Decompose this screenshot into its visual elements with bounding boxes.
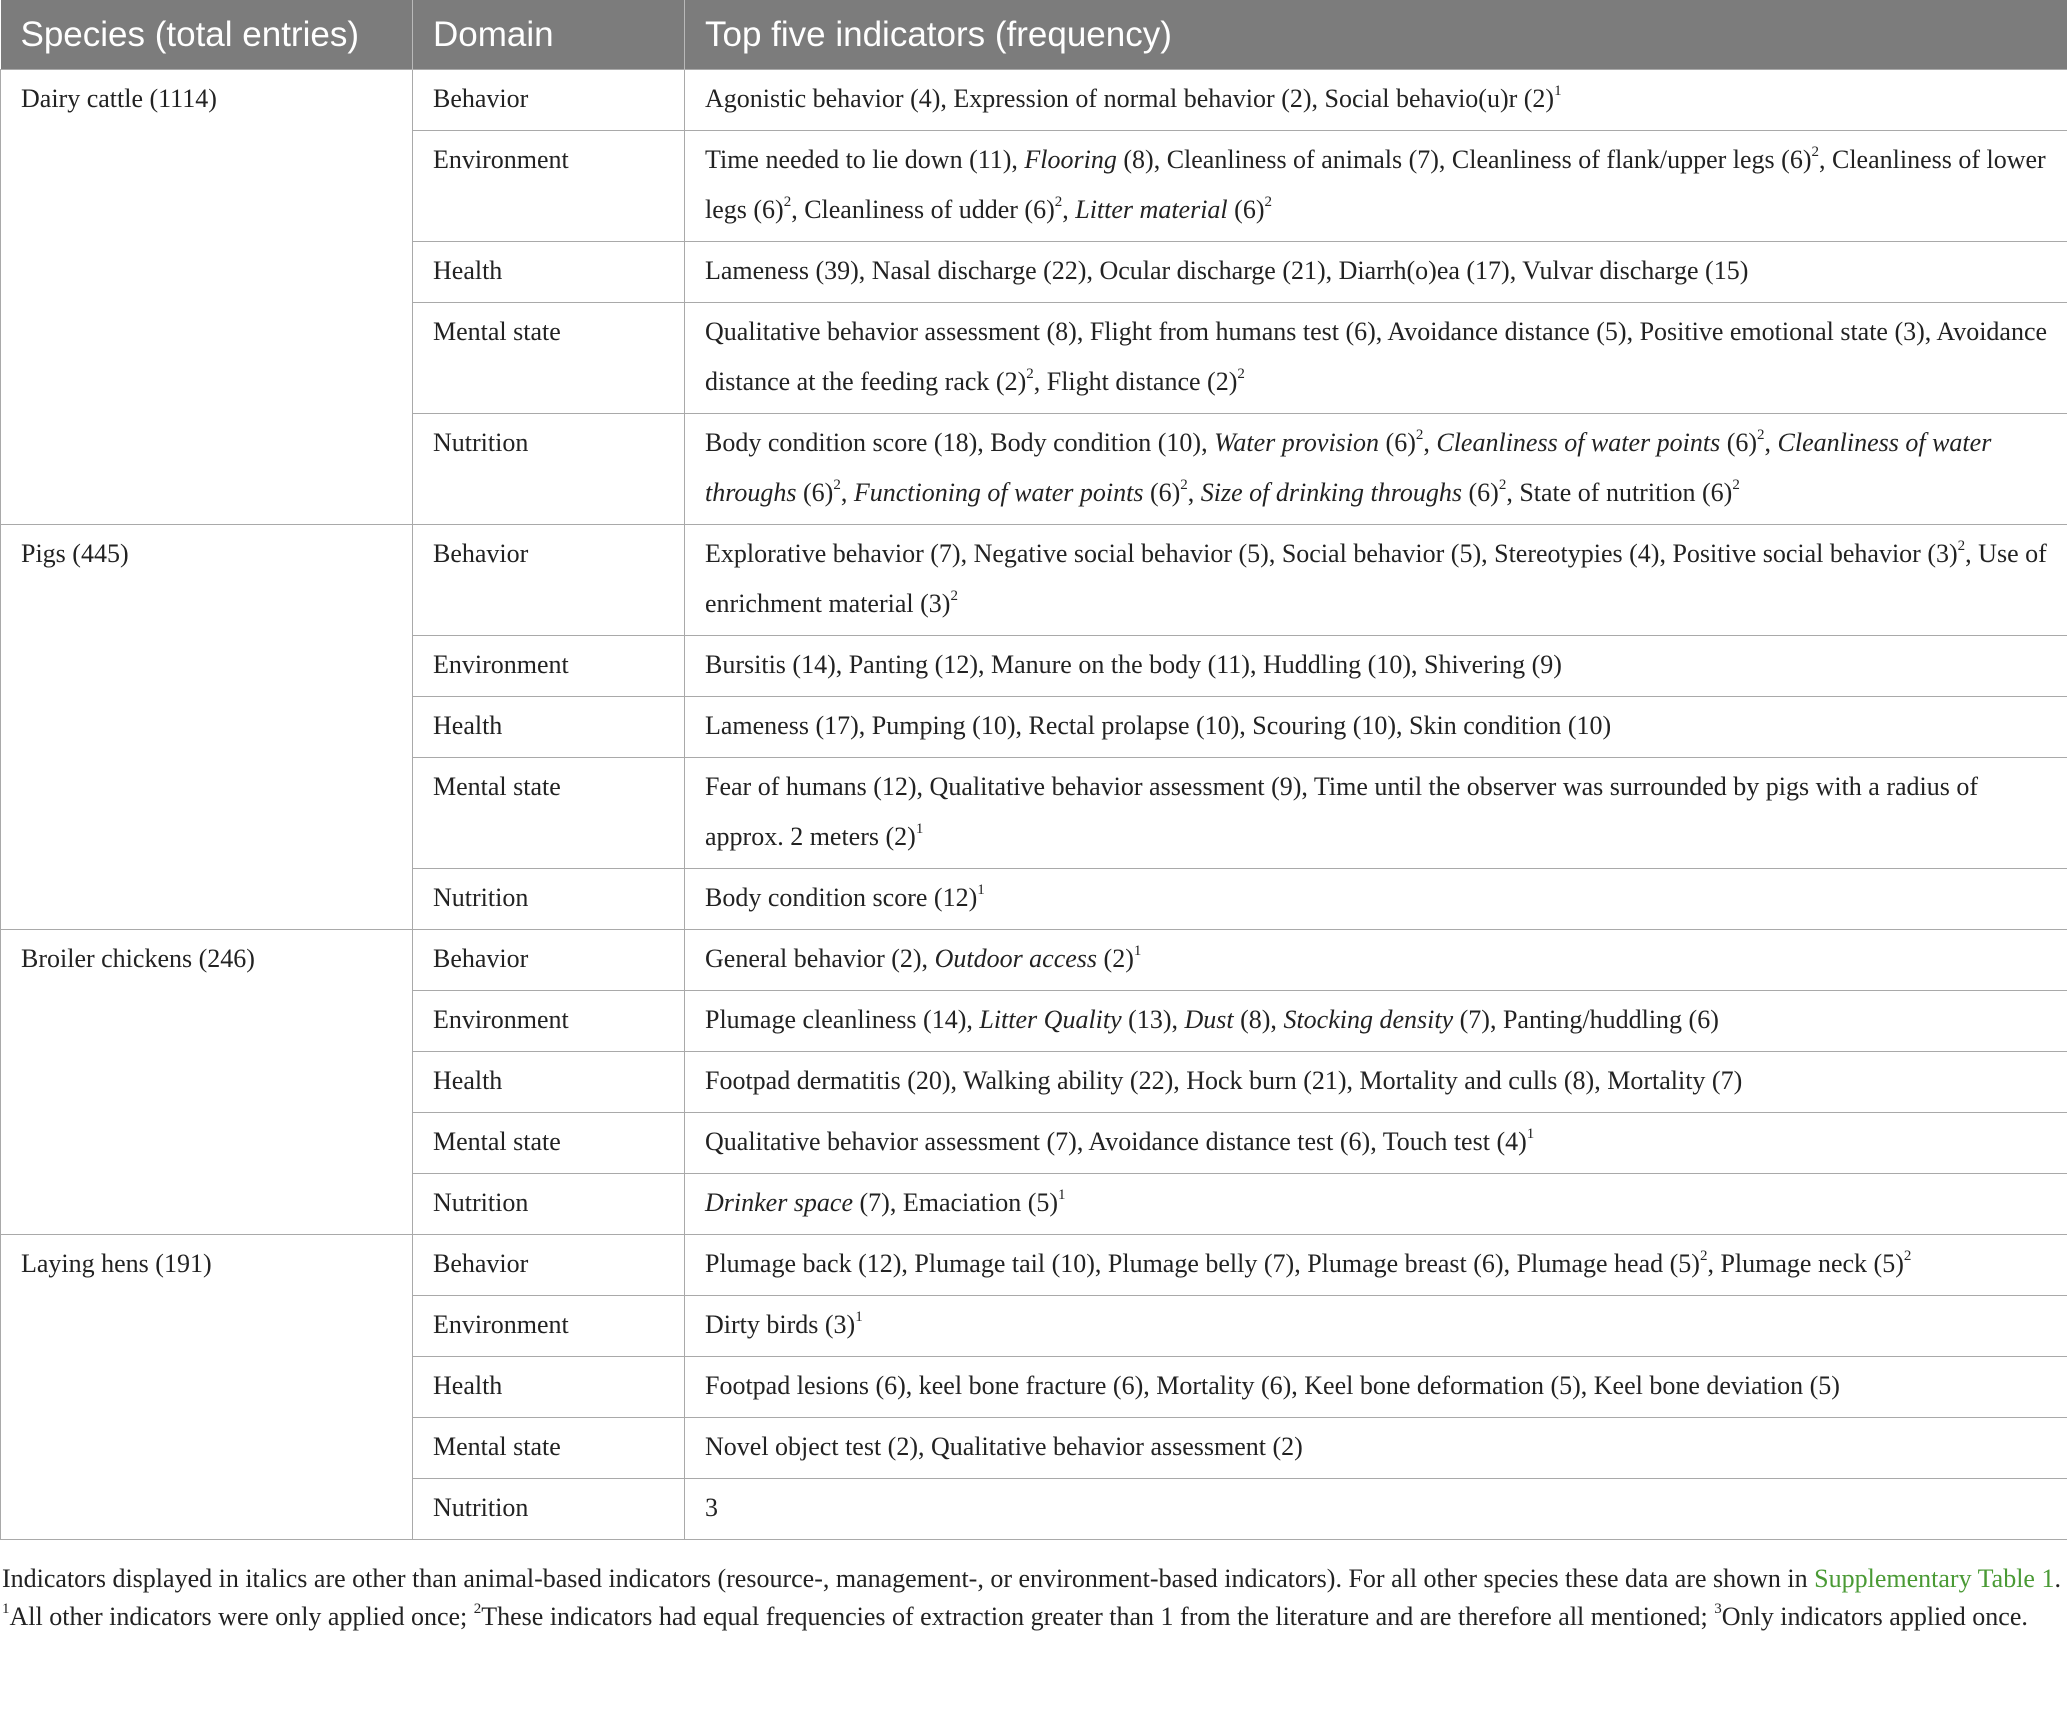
indicator-text: (2) <box>1097 944 1134 973</box>
table-row <box>1 1235 2067 1296</box>
table-row <box>1 525 2067 636</box>
header-domain: Domain <box>413 0 685 70</box>
italic-indicator: Litter Quality <box>979 1005 1122 1034</box>
indicator-text: Agonistic behavior (4), Expression of normal behavior (2), Social behavio(u)r (2) <box>705 84 1555 113</box>
indicator-text: Plumage cleanliness (14), <box>705 1005 980 1034</box>
indicators-cell <box>685 1235 2067 1296</box>
indicator-text: , <box>1423 428 1437 457</box>
footnote-marker: 2 <box>1732 477 1740 494</box>
indicators-cell <box>685 1174 2067 1235</box>
indicator-text: Lameness (17), Pumping (10), Rectal prolapse (10), Scouring (10), Skin condition (10) <box>705 711 1612 740</box>
footnote-marker: 2 <box>1026 366 1034 383</box>
footnote-marker: 2 <box>1757 427 1765 444</box>
domain-cell: Health <box>413 242 685 303</box>
footnote-marker: 2 <box>950 588 958 605</box>
footnote-italics-note: Indicators displayed in italics are other than animal-based indicators (resource-, management-, or environment-based indicators). For all other species these data are shown in Supplementary Table 1. <box>2 1564 2061 1593</box>
indicators-cell <box>685 758 2067 869</box>
footnote-definitions: $^1$All other indicators were only applied once; $^2$These indicators had equal frequencies of extraction greater than 1 from the literature and are therefore all mentioned; $^3$Only indicators applied once. <box>2 1601 2028 1631</box>
indicator-text: (6) <box>1461 478 1499 507</box>
indicator-text: (6) <box>796 478 834 507</box>
domain-cell: Nutrition <box>413 869 685 930</box>
indicator-text: , <box>1062 195 1076 224</box>
indicator-text: (8), Cleanliness of animals (7), Cleanliness of flank/upper legs (6) <box>1116 145 1812 174</box>
domain-cell: Mental state <box>413 758 685 869</box>
indicator-text: (7), Panting/huddling (6) <box>1453 1005 1719 1034</box>
indicators-cell <box>685 636 2067 697</box>
domain-cell: Behavior <box>413 70 685 131</box>
indicator-text: Lameness (39), Nasal discharge (22), Ocular discharge (21), Diarrh(o)ea (17), Vulvar discharge (15) <box>705 256 1749 285</box>
footnote-marker: 1 <box>1058 1187 1066 1204</box>
indicators-cell <box>685 414 2067 525</box>
indicators-cell <box>685 697 2067 758</box>
italic-indicator: Outdoor access <box>934 944 1098 973</box>
indicator-text: (6) <box>1720 428 1758 457</box>
domain-cell: Mental state <box>413 303 685 414</box>
indicators-cell <box>685 991 2067 1052</box>
footnote-marker: 2 <box>1699 1248 1708 1265</box>
species-cell: Pigs (445) <box>1 525 413 930</box>
indicator-text: (6) <box>1227 195 1265 224</box>
italic-indicator: Functioning of water points <box>853 478 1144 507</box>
indicators-cell <box>685 70 2067 131</box>
domain-cell: Nutrition <box>413 414 685 525</box>
indicator-text: Time needed to lie down (11), <box>705 145 1025 174</box>
header-row <box>1 0 2067 70</box>
footnote-marker: 1 <box>1133 943 1142 960</box>
indicator-text: Qualitative behavior assessment (8), Flight from humans test (6), Avoidance distance (5), Positive emotional state (3), Avoidance distance at the feeding rack (2) <box>705 317 2048 396</box>
indicator-text: (8), <box>1233 1005 1284 1034</box>
indicator-text: Footpad lesions (6), keel bone fracture (6), Mortality (6), Keel bone deformation (5), Keel bone deviation (5) <box>705 1371 1840 1400</box>
footnote-marker: 2 <box>1264 194 1272 211</box>
domain-cell: Behavior <box>413 525 685 636</box>
footnote-marker: 1 <box>1554 83 1562 100</box>
indicator-text: Dirty birds (3) <box>705 1310 856 1339</box>
header-species: Species (total entries) <box>1 0 413 70</box>
indicators-cell <box>685 1296 2067 1357</box>
species-cell: Laying hens (191) <box>1 1235 413 1540</box>
indicator-text: , Plumage neck (5) <box>1707 1249 1904 1278</box>
italic-indicator: Cleanliness of water points <box>1436 428 1721 457</box>
indicators-cell <box>685 242 2067 303</box>
indicator-text: , Cleanliness of lower legs (6) <box>705 145 2046 224</box>
domain-cell: Nutrition <box>413 1479 685 1540</box>
domain-cell: Health <box>413 1052 685 1113</box>
indicator-text: Plumage back (12), Plumage tail (10), Plumage belly (7), Plumage breast (6), Plumage head (5) <box>705 1249 1700 1278</box>
domain-cell: Environment <box>413 991 685 1052</box>
indicator-text: , State of nutrition (6) <box>1506 478 1733 507</box>
domain-cell: Behavior <box>413 1235 685 1296</box>
indicator-text: (6) <box>1379 428 1416 457</box>
footnote-marker: 1 <box>1526 1126 1535 1143</box>
footnote-marker: 2 <box>1811 144 1819 161</box>
indicator-text: , <box>1764 428 1778 457</box>
indicator-text: Bursitis (14), Panting (12), Manure on the body (11), Huddling (10), Shivering (9) <box>705 650 1562 679</box>
domain-cell: Environment <box>413 636 685 697</box>
italic-indicator: Flooring <box>1024 145 1117 174</box>
domain-cell: Nutrition <box>413 1174 685 1235</box>
indicator-text: , Use of enrichment material (3) <box>705 539 2047 618</box>
footnote-marker: 2 <box>1903 1248 1912 1265</box>
indicators-cell <box>685 930 2067 991</box>
domain-cell: Environment <box>413 1296 685 1357</box>
domain-cell: Environment <box>413 131 685 242</box>
footnote-marker: 2 <box>1415 427 1424 444</box>
italic-indicator: Litter material <box>1075 195 1228 224</box>
domain-cell: Health <box>413 1357 685 1418</box>
indicator-text: (7), Emaciation (5) <box>853 1188 1059 1217</box>
indicator-text: , Cleanliness of udder (6) <box>791 195 1055 224</box>
indicator-text: , <box>840 478 854 507</box>
indicator-text: , <box>1187 478 1201 507</box>
indicator-text: General behavior (2), <box>705 944 935 973</box>
italic-indicator: Cleanliness of water throughs <box>705 428 1992 507</box>
footnote-marker: 1 <box>855 1309 863 1326</box>
indicator-text: , Flight distance (2) <box>1033 367 1238 396</box>
italic-indicator: Dust <box>1184 1005 1234 1034</box>
footnote-marker: 2 <box>1180 477 1188 494</box>
indicators-cell <box>685 131 2067 242</box>
domain-cell: Mental state <box>413 1113 685 1174</box>
italic-indicator: Drinker space <box>705 1188 854 1217</box>
indicator-text: (13), <box>1121 1005 1185 1034</box>
footnote-marker: 2 <box>1054 194 1063 211</box>
species-cell: Dairy cattle (1114) <box>1 70 413 525</box>
footnote-marker: 2 <box>1498 477 1507 494</box>
indicators-cell <box>685 1357 2067 1418</box>
footnote-marker: 2 <box>1237 366 1245 383</box>
domain-cell: Behavior <box>413 930 685 991</box>
indicators-cell <box>685 1052 2067 1113</box>
italic-indicator: Water provision <box>1214 428 1380 457</box>
indicators-cell <box>685 303 2067 414</box>
indicator-text: Qualitative behavior assessment (7), Avoidance distance test (6), Touch test (4) <box>705 1127 1527 1156</box>
species-cell: Broiler chickens (246) <box>1 930 413 1235</box>
footnote-marker: 2 <box>833 477 841 494</box>
indicator-text: Fear of humans (12), Qualitative behavior assessment (9), Time until the observer was surrounded by pigs with a radius of approx. 2 meters (2) <box>705 772 1979 851</box>
footnote-marker: 2 <box>1957 538 1966 555</box>
indicator-text: Novel object test (2), Qualitative behavior assessment (2) <box>705 1432 1303 1461</box>
header-indicators: Top five indicators (frequency) <box>685 0 2067 70</box>
italic-indicator: Stocking density <box>1283 1005 1454 1034</box>
indicator-text: Body condition score (18), Body condition (10), <box>705 428 1215 457</box>
indicator-text: Explorative behavior (7), Negative social behavior (5), Social behavior (5), Stereotypies (4), Positive social behavior (3) <box>705 539 1958 568</box>
table-body <box>1 70 2067 1540</box>
footnote-marker: 2 <box>783 194 792 211</box>
indicators-cell <box>685 525 2067 636</box>
domain-cell: Health <box>413 697 685 758</box>
domain-cell: Mental state <box>413 1418 685 1479</box>
indicator-text: Footpad dermatitis (20), Walking ability (22), Hock burn (21), Mortality and culls (8), Mortality (7) <box>705 1066 1743 1095</box>
supplementary-table-link[interactable]: Supplementary Table 1 <box>1814 1564 2055 1593</box>
indicators-cell <box>685 1418 2067 1479</box>
indicators-cell <box>685 1113 2067 1174</box>
indicator-text: Body condition score (12) <box>705 883 978 912</box>
table-row <box>1 930 2067 991</box>
footnotes <box>0 1540 2067 1636</box>
footnote-marker: 1 <box>915 821 924 838</box>
indicator-text: 3 <box>705 1493 718 1522</box>
italic-indicator: Size of drinking throughs <box>1200 478 1462 507</box>
footnote-marker: 1 <box>977 882 985 899</box>
indicators-cell <box>685 1479 2067 1540</box>
indicators-cell <box>685 869 2067 930</box>
table-row <box>1 70 2067 131</box>
indicator-text: (6) <box>1143 478 1181 507</box>
